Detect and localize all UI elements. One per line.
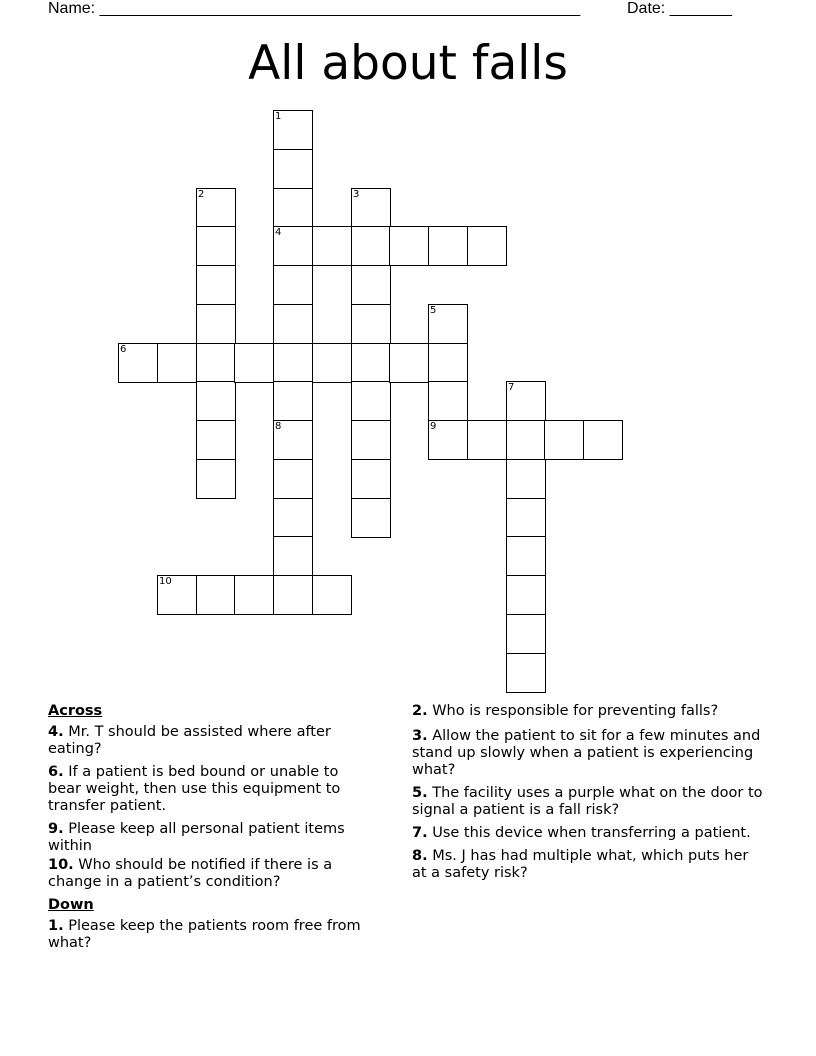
name-field[interactable] <box>48 0 580 18</box>
grid-cell[interactable] <box>312 575 352 615</box>
down-clue <box>412 728 767 779</box>
across-clue <box>48 764 373 815</box>
grid-cell[interactable] <box>273 149 313 189</box>
clue-text: Who should be notified if there is a change in a patient’s condition? <box>48 857 333 890</box>
grid-cell[interactable] <box>351 498 391 538</box>
cell-number: 7 <box>508 382 515 393</box>
clue-number: 3. <box>412 728 428 744</box>
grid-cell[interactable] <box>273 188 313 228</box>
clue-number: 8. <box>412 848 428 864</box>
grid-cell[interactable] <box>351 188 391 228</box>
down-clue <box>412 848 767 882</box>
cell-number: 5 <box>430 305 437 316</box>
grid-cell[interactable] <box>118 343 158 383</box>
grid-cell[interactable] <box>506 575 546 615</box>
across-clue <box>48 857 373 891</box>
down-clue <box>412 785 767 819</box>
grid-cell[interactable] <box>351 226 391 266</box>
grid-cell[interactable] <box>467 420 507 460</box>
grid-cell[interactable] <box>389 226 429 266</box>
grid-cell[interactable] <box>273 265 313 305</box>
grid-cell[interactable] <box>583 420 623 460</box>
grid-cell[interactable] <box>312 343 352 383</box>
date-field[interactable] <box>627 0 732 18</box>
grid-cell[interactable] <box>428 381 468 421</box>
grid-cell[interactable] <box>428 420 468 460</box>
cell-number: 4 <box>275 227 282 238</box>
grid-cell[interactable] <box>506 459 546 499</box>
grid-cell[interactable] <box>157 575 197 615</box>
clues-left-column <box>48 703 373 958</box>
cell-number: 2 <box>198 189 205 200</box>
grid-cell[interactable] <box>428 304 468 344</box>
grid-cell[interactable] <box>196 575 236 615</box>
grid-cell[interactable] <box>196 265 236 305</box>
grid-cell[interactable] <box>351 304 391 344</box>
clue-text: Who is responsible for preventing falls? <box>432 703 719 719</box>
date-label: Date: <box>627 0 666 17</box>
clue-text: Use this device when transferring a patient. <box>432 825 751 841</box>
grid-cell[interactable] <box>506 653 546 693</box>
down-clue <box>412 703 767 720</box>
cell-number: 8 <box>275 421 282 432</box>
grid-cell[interactable] <box>273 110 313 150</box>
clue-number: 5. <box>412 785 428 801</box>
clues-right-column <box>412 703 767 888</box>
clue-text: Mr. T should be assisted where after eating? <box>48 724 331 757</box>
grid-cell[interactable] <box>312 226 352 266</box>
grid-cell[interactable] <box>273 575 313 615</box>
grid-cell[interactable] <box>196 188 236 228</box>
grid-cell[interactable] <box>196 381 236 421</box>
clue-number: 10. <box>48 857 74 873</box>
clue-number: 9. <box>48 821 64 837</box>
name-blank[interactable]: ______________________________________________________ <box>99 0 581 17</box>
across-heading: Across <box>48 703 103 719</box>
grid-cell[interactable] <box>196 420 236 460</box>
down-clue <box>412 825 767 842</box>
across-clue <box>48 821 373 855</box>
grid-cell[interactable] <box>506 381 546 421</box>
grid-cell[interactable] <box>506 614 546 654</box>
cell-number: 10 <box>159 576 172 587</box>
grid-cell[interactable] <box>351 420 391 460</box>
clue-text: Please keep the patients room free from what? <box>48 918 361 951</box>
cell-number: 3 <box>353 189 360 200</box>
grid-cell[interactable] <box>506 420 546 460</box>
grid-cell[interactable] <box>196 226 236 266</box>
grid-cell[interactable] <box>196 304 236 344</box>
grid-cell[interactable] <box>196 343 236 383</box>
grid-cell[interactable] <box>428 226 468 266</box>
cell-number: 1 <box>275 111 282 122</box>
grid-cell[interactable] <box>506 498 546 538</box>
grid-cell[interactable] <box>273 343 313 383</box>
grid-cell[interactable] <box>273 459 313 499</box>
page-title: All about falls <box>248 36 568 91</box>
name-label: Name: <box>48 0 96 17</box>
clue-number: 2. <box>412 703 428 719</box>
date-blank[interactable]: _______ <box>669 0 732 17</box>
grid-cell[interactable] <box>273 226 313 266</box>
grid-cell[interactable] <box>351 381 391 421</box>
grid-cell[interactable] <box>351 265 391 305</box>
grid-cell[interactable] <box>351 459 391 499</box>
cell-number: 9 <box>430 421 437 432</box>
clue-number: 7. <box>412 825 428 841</box>
grid-cell[interactable] <box>351 343 391 383</box>
grid-cell[interactable] <box>273 304 313 344</box>
grid-cell[interactable] <box>273 536 313 576</box>
grid-cell[interactable] <box>273 498 313 538</box>
clue-text: The facility uses a purple what on the door to signal a patient is a fall risk? <box>412 785 763 818</box>
grid-cell[interactable] <box>544 420 584 460</box>
grid-cell[interactable] <box>273 420 313 460</box>
grid-cell[interactable] <box>196 459 236 499</box>
down-clue <box>48 918 373 952</box>
clue-text: Please keep all personal patient items within <box>48 821 345 854</box>
clue-number: 6. <box>48 764 64 780</box>
grid-cell[interactable] <box>234 343 274 383</box>
clue-number: 4. <box>48 724 64 740</box>
clue-text: Ms. J has had multiple what, which puts her at a safety risk? <box>412 848 749 881</box>
grid-cell[interactable] <box>428 343 468 383</box>
grid-cell[interactable] <box>273 381 313 421</box>
clue-text: If a patient is bed bound or unable to bear weight, then use this equipment to transfer patient. <box>48 764 341 814</box>
grid-cell[interactable] <box>506 536 546 576</box>
across-clue <box>48 724 373 758</box>
clue-number: 1. <box>48 918 64 934</box>
grid-cell[interactable] <box>234 575 274 615</box>
grid-cell[interactable] <box>157 343 197 383</box>
down-heading: Down <box>48 897 94 913</box>
clue-text: Allow the patient to sit for a few minutes and stand up slowly when a patient is experiencing what? <box>412 728 761 778</box>
cell-number: 6 <box>120 344 127 355</box>
grid-cell[interactable] <box>389 343 429 383</box>
grid-cell[interactable] <box>467 226 507 266</box>
